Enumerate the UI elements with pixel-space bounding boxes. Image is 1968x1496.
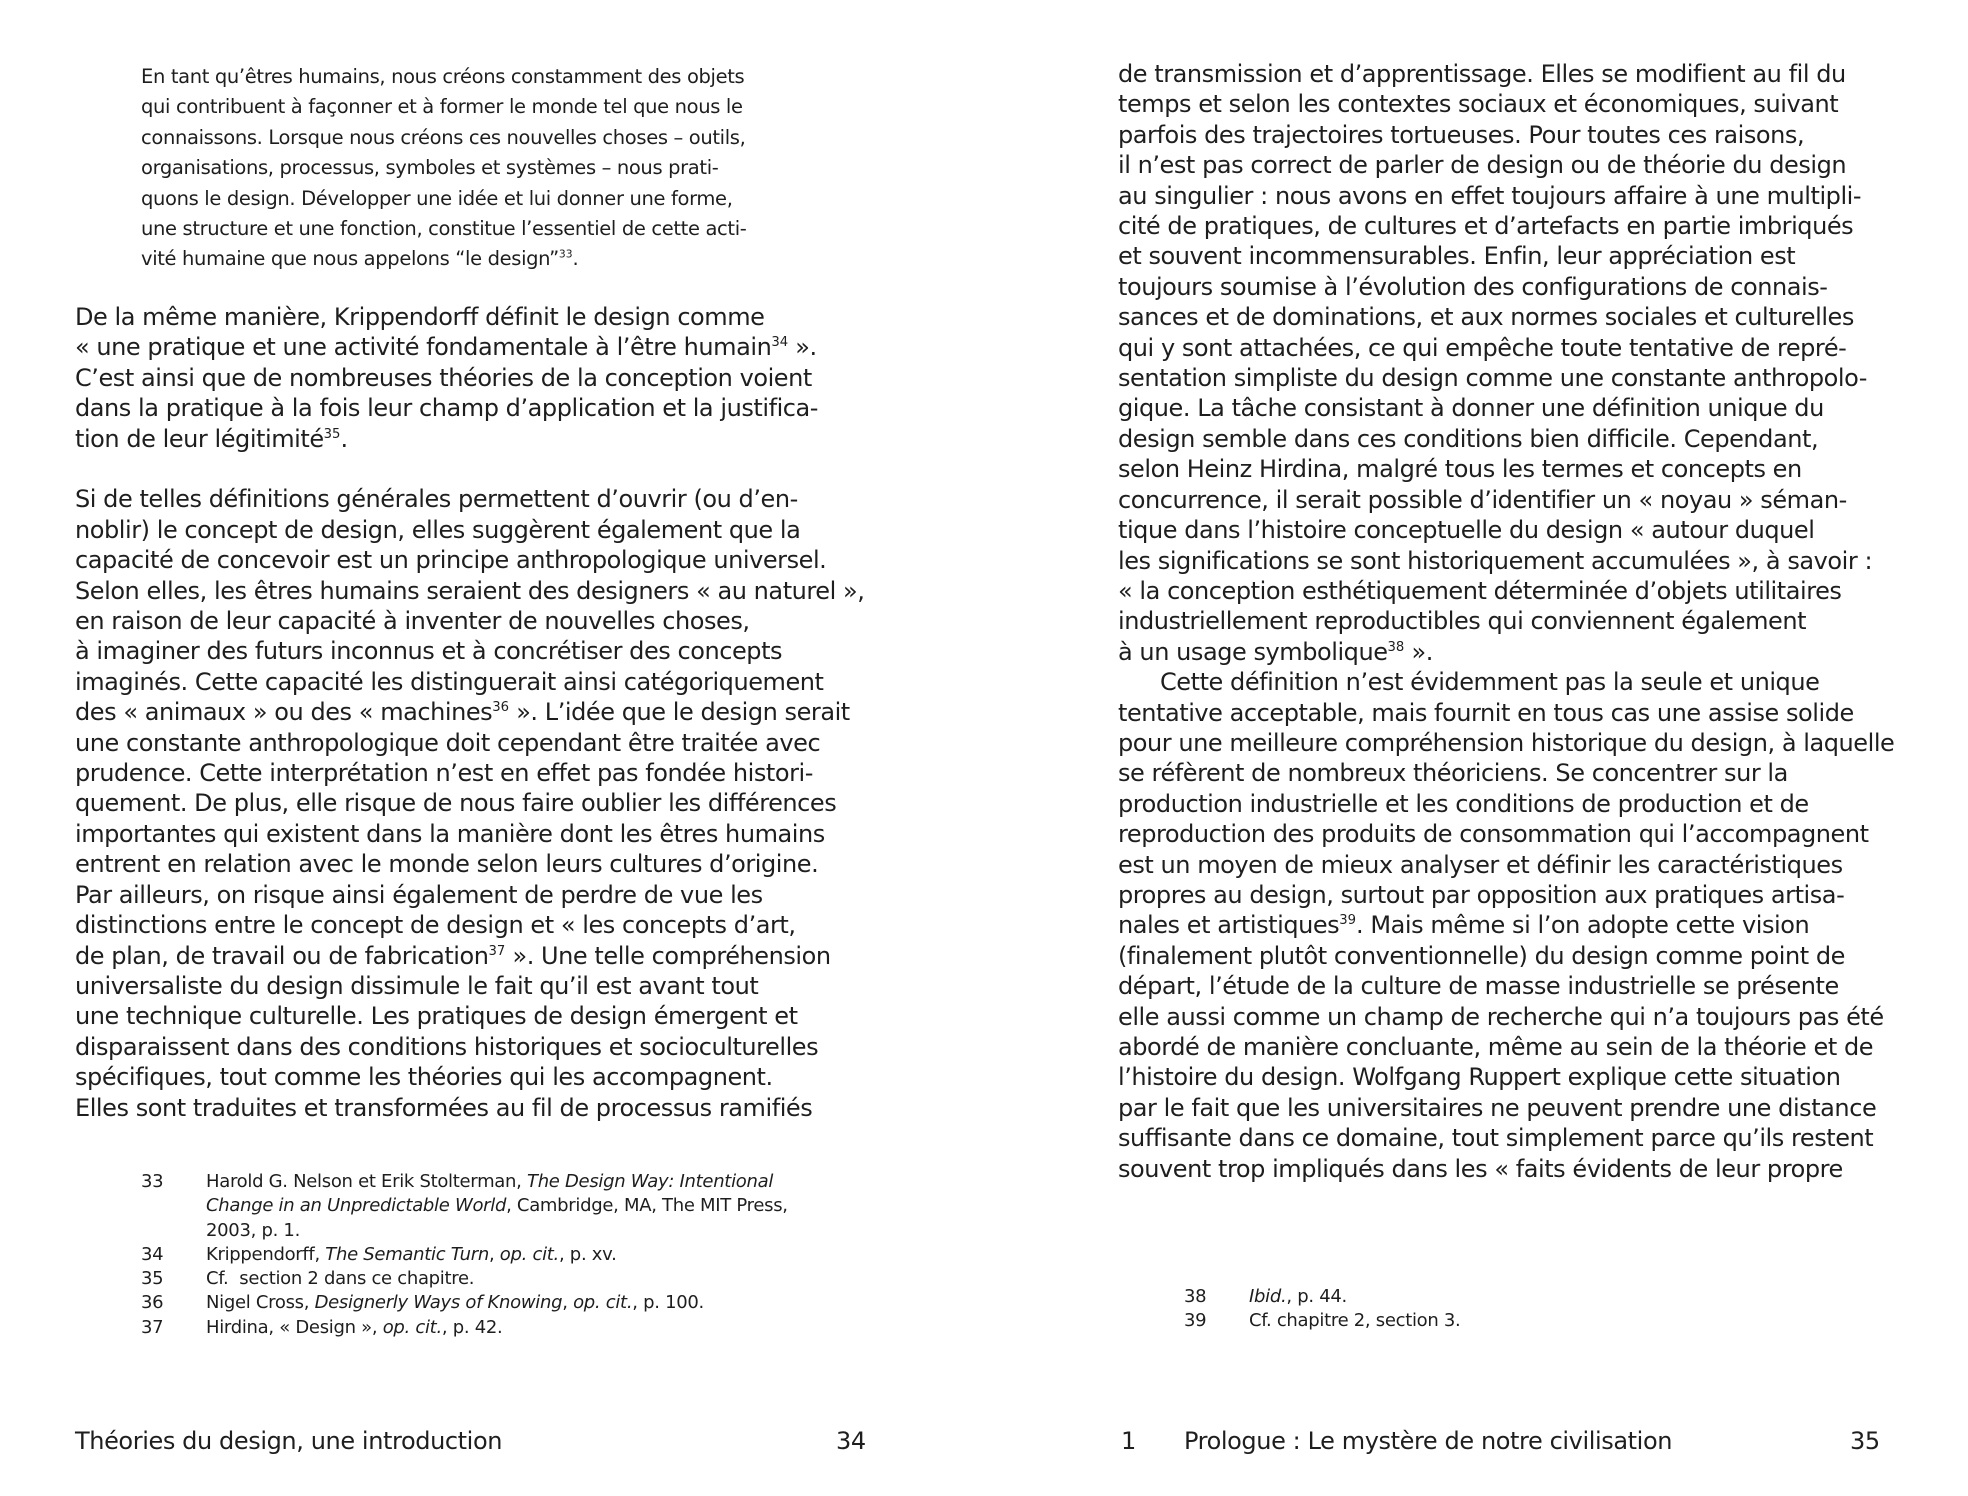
body-line: reproduction des produits de consommation qui l’accompagnent [1118,820,1869,849]
body-line: se réfèrent de nombreux théoriciens. Se concentrer sur la [1118,759,1788,788]
body-line: à un usage symbolique$^{38}$ ». [1118,637,1433,666]
footnote-35: 35 Cf. section 2 dans ce chapitre. [141,1267,861,1291]
body-line: Elles sont traduites et transformées au fil de processus ramifiés [75,1093,813,1122]
body-line: propres au design, surtout par opposition aux pratiques artisa- [1118,880,1845,909]
body-line: nales et artistiques$^{39}$. Mais même si l’on adopte cette vision [1118,911,1810,940]
quote-line: qui contribuent à façonner et à former le monde tel que nous le [141,95,743,119]
footnote-34: 34 Krippendorff, The Semantic Turn, op. cit., p. xv. [141,1243,861,1267]
body-line: l’histoire du design. Wolfgang Ruppert explique cette situation [1118,1063,1841,1092]
body-line: est un moyen de mieux analyser et définir les caractéristiques [1118,850,1843,879]
body-line: production industrielle et les conditions de production et de [1118,789,1809,818]
body-line: gique. La tâche consistant à donner une définition unique du [1118,394,1824,423]
running-footer-book-title: Théories du design, une introduction [75,1427,503,1455]
body-line: elle aussi comme un champ de recherche qui n’a toujours pas été [1118,1002,1884,1031]
page-number-right: 35 [1850,1427,1880,1455]
body-line: capacité de concevoir est un principe anthropologique universel. [75,546,827,575]
body-line: parfois des trajectoires tortueuses. Pour toutes ces raisons, [1118,120,1805,149]
footnote-ref-38[interactable]: 38 [1387,639,1405,655]
footnote-number: 39 [1184,1310,1207,1332]
footnote-ref-34[interactable]: 34 [771,335,789,351]
quote-line: En tant qu’êtres humains, nous créons constamment des objets [141,65,745,88]
page-number-left: 34 [836,1427,866,1455]
body-line: temps et selon les contextes sociaux et économiques, suivant [1118,90,1839,119]
quote-line: une structure et une fonction, constitue l’essentiel de cette acti- [141,217,747,241]
body-line: disparaissent dans des conditions historiques et socioculturelles [75,1032,819,1061]
footnote-ref-39[interactable]: 39 [1339,913,1357,929]
footnote-36: 36 Nigel Cross, Designerly Ways of Knowing, op. cit., p. 100. [141,1291,861,1315]
body-line: (finalement plutôt conventionnelle) du design comme point de [1118,941,1845,970]
body-line: dans la pratique à la fois leur champ d’application et la justifica- [75,394,819,423]
paragraph-gap [75,454,865,484]
footnote-ref-37[interactable]: 37 [488,943,506,959]
body-line: les significations se sont historiquement accumulées », à savoir : [1118,546,1873,575]
body-line: pour une meilleure compréhension historique du design, à laquelle [1118,728,1895,757]
body-line: Cette définition n’est évidemment pas la seule et unique [1160,668,1820,697]
body-line: spécifiques, tout comme les théories qui les accompagnent. [75,1063,773,1092]
footnote-number: 37 [141,1316,164,1338]
body-line: souvent trop impliqués dans les « faits évidents de leur propre [1118,1154,1843,1183]
body-line: distinctions entre le concept de design et « les concepts d’art, [75,911,796,940]
body-line: importantes qui existent dans la manière dont les êtres humains [75,819,825,848]
body-line: par le fait que les universitaires ne peuvent prendre une distance [1118,1093,1877,1122]
body-line: à imaginer des futurs inconnus et à concrétiser des concepts [75,637,783,666]
body-line: selon Heinz Hirdina, malgré tous les termes et concepts en [1118,455,1802,484]
body-line: « la conception esthétiquement déterminée d’objets utilitaires [1118,576,1842,605]
body-line: des « animaux » ou des « machines$^{36}$ ». L’idée que le design serait [75,698,850,727]
body-line: abordé de manière concluante, même au sein de la théorie et de [1118,1033,1874,1061]
footnote-number: 33 [141,1171,164,1192]
body-line: départ, l’étude de la culture de masse industrielle se présente [1118,972,1839,1001]
footnote-number: 36 [141,1292,164,1314]
footnote-number: 34 [141,1243,164,1265]
body-line: imaginés. Cette capacité les distinguerait ainsi catégoriquement [75,667,824,696]
body-line: cité de pratiques, de cultures et d’artefacts en partie imbriqués [1118,212,1854,241]
block-quote [141,62,801,275]
running-footer-chapter-title: Prologue : Le mystère de notre civilisation [1184,1427,1673,1455]
footnote-38: 38 Ibid., p. 44. [1184,1285,1584,1309]
body-line: sances et de dominations, et aux normes sociales et culturelles [1118,303,1854,332]
body-line: il n’est pas correct de parler de design ou de théorie du design [1118,151,1847,180]
quote-line: organisations, processus, symboles et systèmes – nous prati- [141,156,719,180]
body-line: au singulier : nous avons en effet toujours affaire à une multipli- [1118,181,1862,210]
body-line: « une pratique et une activité fondamentale à l’être humain$^{34}$ ». [75,333,817,362]
body-line: universaliste du design dissimule le fait qu’il est avant tout [75,971,759,1000]
quote-line: connaissons. Lorsque nous créons ces nouvelles choses – outils, [141,125,746,149]
body-line: concurrence, il serait possible d’identifier un « noyau » séman- [1118,485,1847,514]
body-line: qui y sont attachées, ce qui empêche toute tentative de repré- [1118,333,1847,362]
footnote-39: 39 Cf. chapitre 2, section 3. [1184,1309,1584,1333]
body-line: quement. De plus, elle risque de nous faire oublier les différences [75,789,837,818]
body-line: tion de leur légitimité$^{35}$. [75,424,348,453]
footnote-33: 33 Harold G. Nelson et Erik Stolterman, The Design Way: Intentional Change in an Unpredictable World, Cambridge, MA, The MIT Press, 2003, p. 1. [141,1170,861,1243]
right-page [984,0,1968,1496]
body-line: design semble dans ces conditions bien difficile. Cependant, [1118,424,1819,453]
body-line: De la même manière, Krippendorff définit le design comme [75,303,765,331]
body-line: une constante anthropologique doit cependant être traitée avec [75,728,821,757]
footnote-number: 35 [141,1268,164,1290]
quote-line: quons le design. Développer une idée et lui donner une forme, [141,186,733,210]
footnote-37: 37 Hirdina, « Design », op. cit., p. 42. [141,1316,861,1340]
footnote-ref-35[interactable]: 35 [323,426,341,442]
right-body-text [1118,59,1908,1184]
body-line: tentative acceptable, mais fournit en tous cas une assise solide [1118,698,1854,727]
right-footnotes [1184,1285,1584,1334]
body-line: sentation simpliste du design comme une constante anthropolo- [1118,364,1868,393]
body-line: une technique culturelle. Les pratiques de design émergent et [75,1002,798,1031]
left-body-text [75,302,865,1123]
body-line: tique dans l’histoire conceptuelle du design « autour duquel [1118,516,1815,545]
body-line: suffisante dans ce domaine, tout simplement parce qu’ils restent [1118,1124,1874,1153]
body-line: toujours soumise à l’évolution des configurations de connais- [1118,272,1828,301]
body-line: de transmission et d’apprentissage. Elles se modifient au fil du [1118,60,1846,88]
quote-line: vité humaine que nous appelons “le design”$^{33}$. [141,247,579,271]
left-footnotes [141,1170,861,1340]
body-line: en raison de leur capacité à inventer de nouvelles choses, [75,607,750,636]
footnote-ref-33[interactable]: 33 [558,247,573,261]
footnote-ref-36[interactable]: 36 [492,700,510,716]
body-line: Si de telles définitions générales permettent d’ouvrir (ou d’en- [75,485,798,514]
body-line: de plan, de travail ou de fabrication$^{37}$ ». Une telle compréhension [75,941,831,970]
body-line: entrent en relation avec le monde selon leurs cultures d’origine. [75,850,819,879]
body-line: Par ailleurs, on risque ainsi également de perdre de vue les [75,880,763,909]
body-line: industriellement reproductibles qui conviennent également [1118,607,1807,636]
running-footer-chapter-number: 1 [1121,1427,1136,1455]
body-line: C’est ainsi que de nombreuses théories de la conception voient [75,363,812,392]
footnote-number: 38 [1184,1286,1207,1307]
body-line: prudence. Cette interprétation n’est en effet pas fondée histori- [75,759,813,788]
body-line: Selon elles, les êtres humains seraient des designers « au naturel », [75,576,865,605]
body-line: et souvent incommensurables. Enfin, leur appréciation est [1118,242,1796,271]
body-line: noblir) le concept de design, elles suggèrent également que la [75,515,801,544]
